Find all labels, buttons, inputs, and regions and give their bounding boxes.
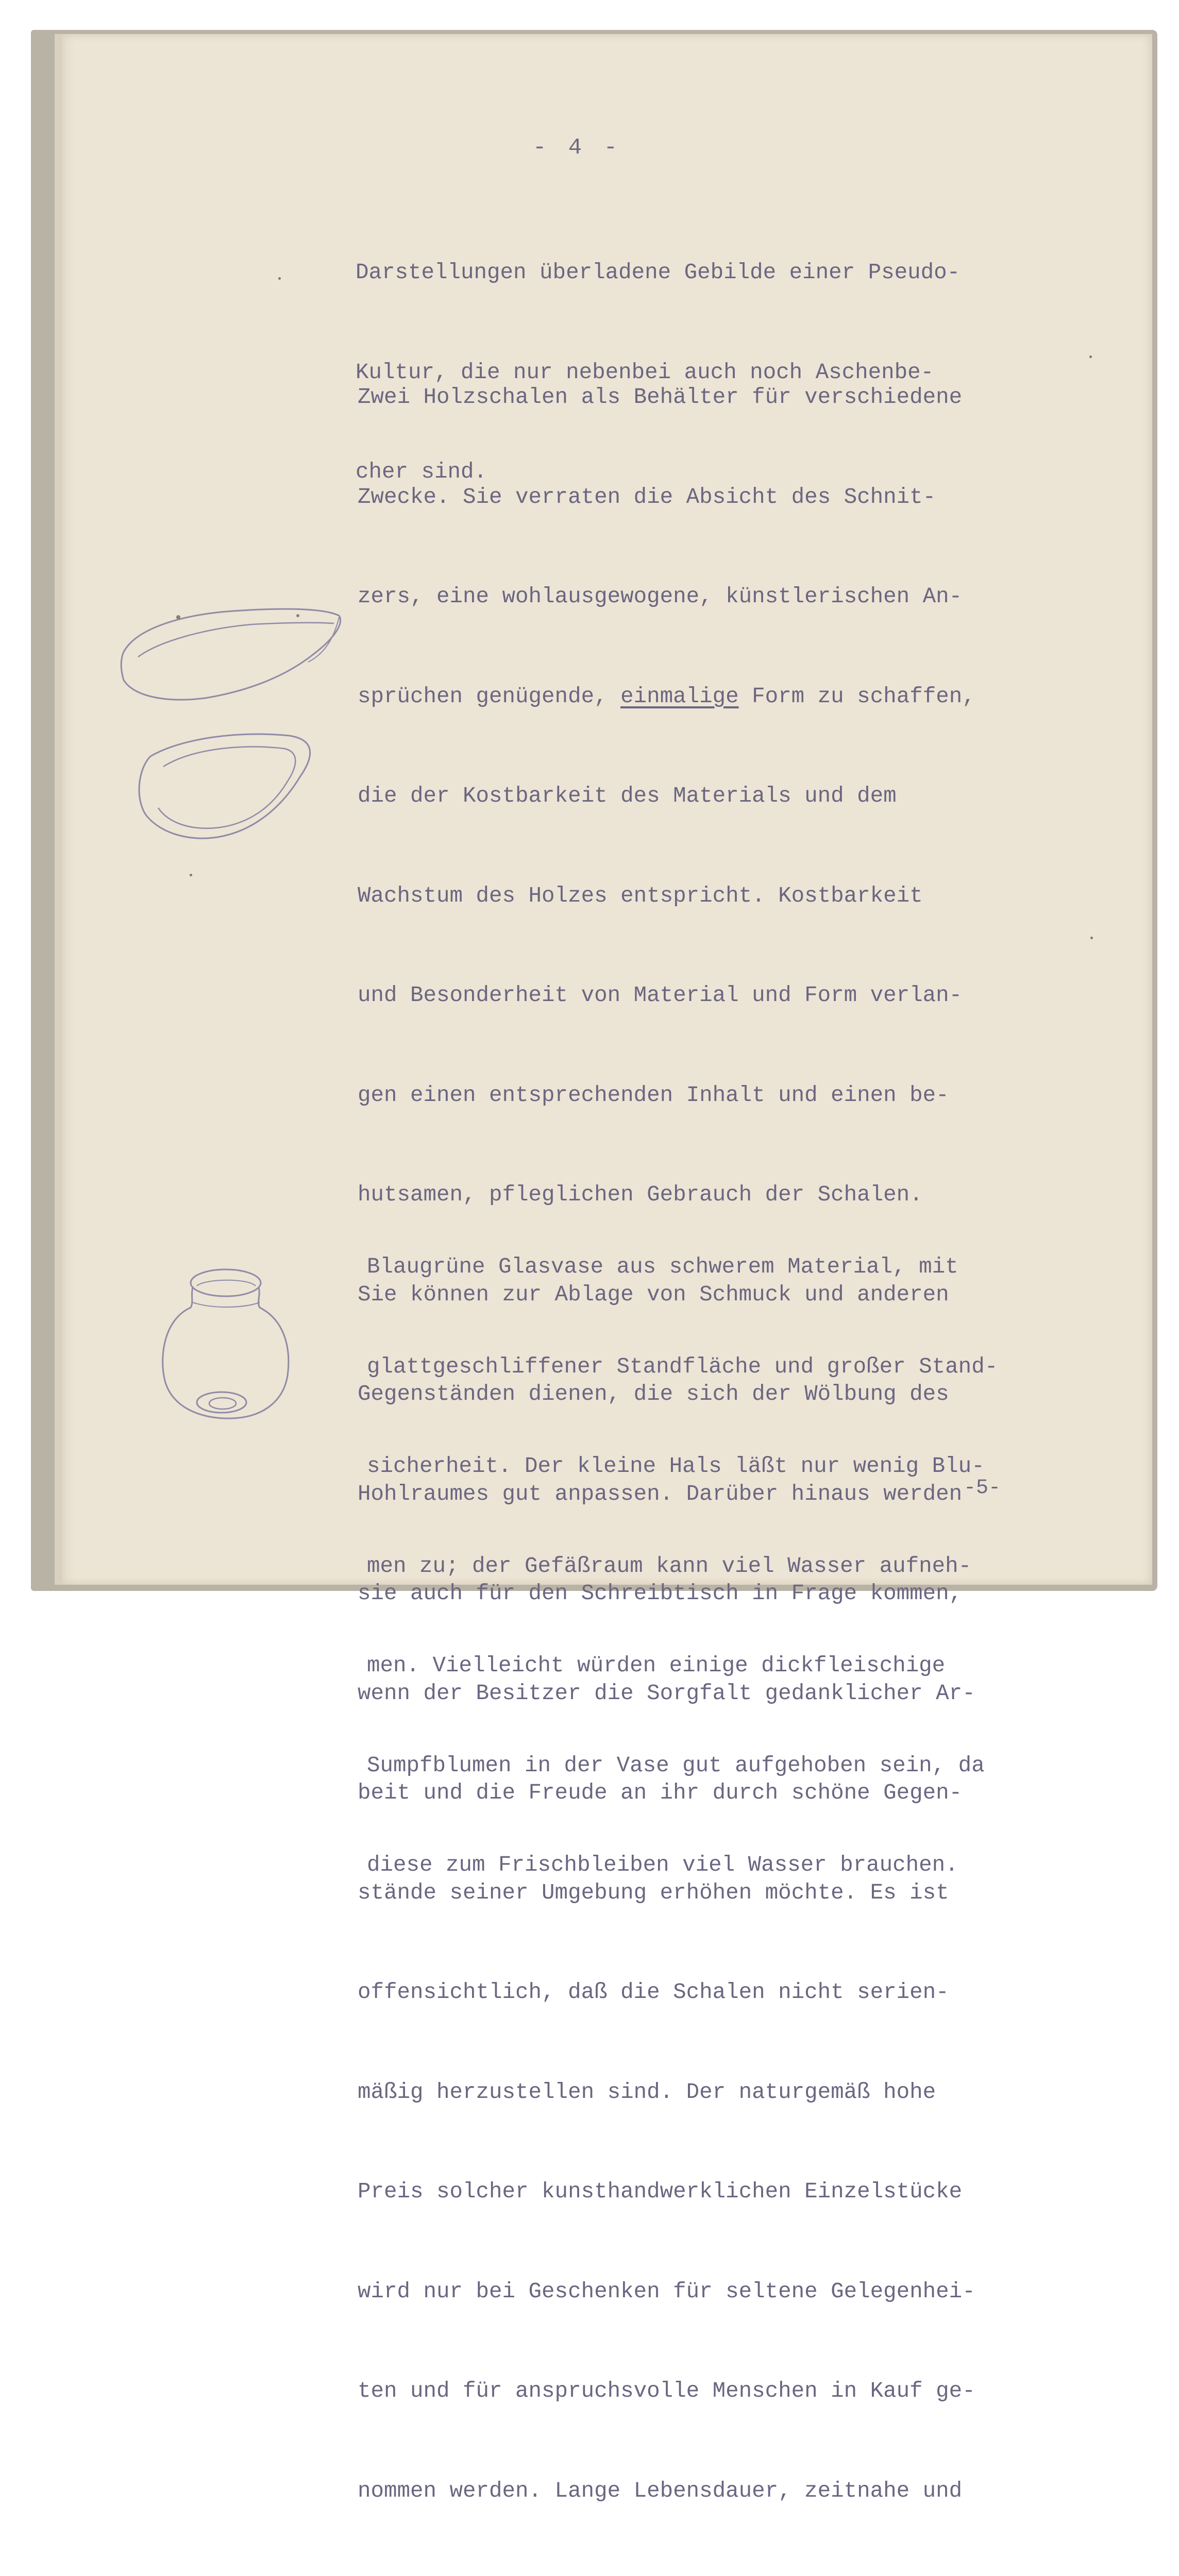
text-line: cher sind. [356, 460, 487, 484]
text-line: sie auch für den Schreibtisch in Frage kommen, [358, 1581, 963, 1606]
text-line: Darstellungen überladene Gebilde einer Pseudo- [356, 260, 961, 285]
text-line: gen einen entsprechenden Inhalt und einen be- [358, 1082, 949, 1108]
text-line: nommen werden. Lange Lebensdauer, zeitnahe und [358, 2478, 963, 2503]
text-line: mäßig herzustellen sind. Der naturgemäß hohe [358, 2079, 936, 2105]
text-line: und Besonderheit von Material und Form verlan- [358, 983, 963, 1008]
text-line: die der Kostbarkeit des Materials und dem [358, 784, 897, 808]
text-line-underlined [358, 680, 975, 714]
text-line: wenn der Besitzer die Sorgfalt gedanklicher Ar- [358, 1681, 975, 1706]
paper-speck [1089, 355, 1092, 358]
text-line: hutsamen, pfleglichen Gebrauch der Schalen. [358, 1182, 923, 1207]
paper-speck [190, 874, 192, 876]
text-line: men zu; der Gefäßraum kann viel Wasser aufneh- [367, 1553, 972, 1579]
text-line: Blaugrüne Glasvase aus schwerem Material, mit [367, 1255, 958, 1279]
text-line: Kultur, die nur nebenbei auch noch Aschenbe- [356, 360, 934, 385]
text-line: Zwecke. Sie verraten die Absicht des Schnit- [358, 484, 936, 510]
text-line: offensichtlich, daß die Schalen nicht serien- [358, 1980, 949, 2005]
text-segment: sprüchen genügende, [358, 684, 621, 709]
text-line: men. Vielleicht würden einige dickfleischige [367, 1653, 946, 1678]
paper-speck [1090, 937, 1093, 939]
text-line: glattgeschliffener Standfläche und großer Stand- [367, 1354, 998, 1379]
page-number-bottom: -5- [964, 1477, 1001, 1500]
text-line: ten und für anspruchsvolle Menschen in Kauf ge- [358, 2379, 975, 2403]
text-line: Hohlraumes gut anpassen. Darüber hinaus werden [358, 1481, 963, 1506]
text-line: stände seiner Umgebung erhöhen möchte. Es ist [358, 1880, 949, 1905]
text-line: beit und die Freude an ihr durch schöne Gegen- [358, 1781, 963, 1805]
text-line: Gegenständen dienen, die sich der Wölbung des [358, 1382, 949, 1406]
text-line: wird nur bei Geschenken für seltene Gelegenhei- [358, 2279, 975, 2304]
vase-sketch [155, 1257, 299, 1422]
text-line: zers, eine wohlausgewogene, künstlerischen An- [358, 584, 963, 609]
paper-speck [278, 277, 281, 280]
text-line: Sumpfblumen in der Vase gut aufgehoben sein, da [367, 1753, 985, 1778]
bowl-sketch-triangular [135, 725, 321, 849]
text-line: Preis solcher kunsthandwerklichen Einzelstücke [358, 2179, 963, 2204]
text-line: Sie können zur Ablage von Schmuck und anderen [358, 1282, 949, 1307]
text-segment: Form zu schaffen, [738, 684, 975, 709]
text-line: Wachstum des Holzes entspricht. Kostbarkeit [358, 883, 923, 908]
text-line: Zwei Holzschalen als Behälter für verschiedene [358, 385, 963, 410]
underlined-word: einmalige [620, 684, 739, 709]
text-line: diese zum Frischbleiben viel Wasser brauchen. [367, 1853, 958, 1877]
text-line [358, 2574, 975, 2576]
text-line: sicherheit. Der kleine Hals läßt nur wenig Blu- [367, 1454, 985, 1479]
bowl-sketch-oval [117, 592, 349, 711]
page-number-top: - 4 - [532, 135, 622, 161]
paragraph-glasvase [367, 1184, 998, 1915]
